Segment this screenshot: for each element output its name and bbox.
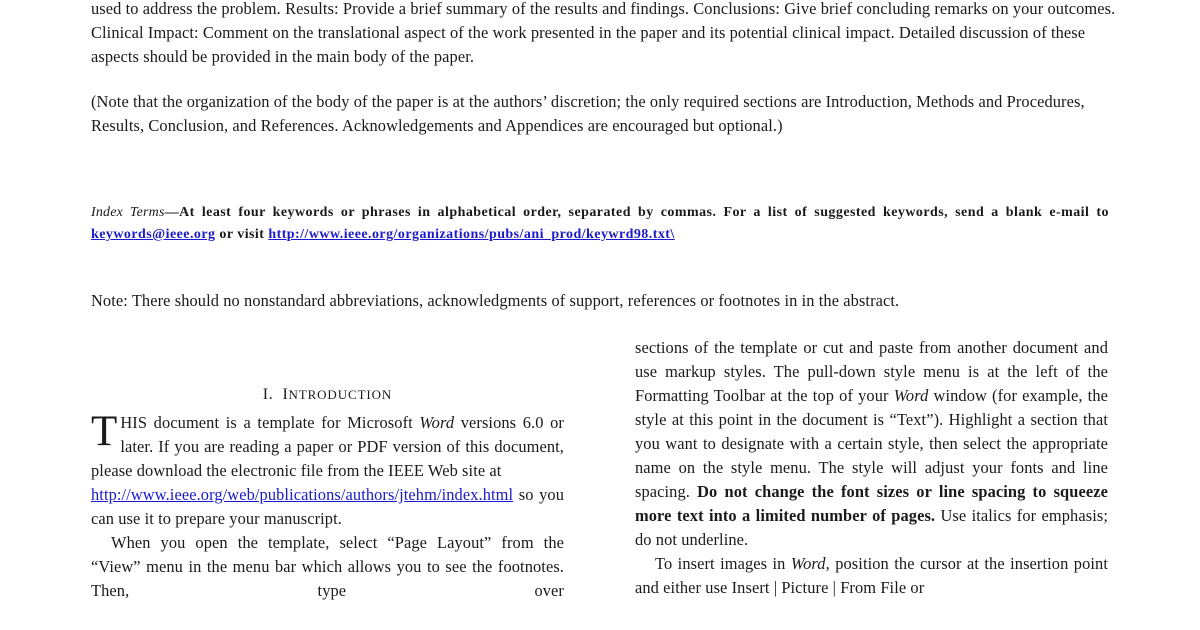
right-p2-b: position the cursor at the insertion point and either use Insert | Picture | From File or	[635, 554, 1108, 597]
template-url-link[interactable]: http://www.ieee.org/web/publications/authors/jtehm/index.html	[91, 485, 514, 504]
right-paragraph-2	[635, 552, 1108, 600]
index-terms	[91, 202, 1109, 246]
right-p2-a: To insert images in	[655, 554, 791, 573]
dropcap-letter: T	[91, 408, 118, 455]
index-terms-label: Index Terms	[91, 205, 165, 220]
right-p1-word: Word	[893, 386, 929, 405]
abstract-note: Note: There should no nonstandard abbreviations, acknowledgments of support, references or footnotes in in the abstract.	[91, 291, 900, 310]
right-column	[635, 336, 1108, 600]
right-p1-b: window (for example, the style at this point in the document is “Text”). Highlight a section that you want to designate with a certain style, then select the appropriate name on the style menu. The style will adjust your fonts and line spacing.	[635, 386, 1108, 501]
right-p2-word: Word,	[790, 554, 830, 573]
abstract-continuation: used to address the problem. Results: Provide a brief summary of the results and findings. Conclusions: Give brief concluding remarks on your outcomes. Clinical Impact: Comment on the translational aspect of the work presented in the paper and its potential clinical impact. Detailed discussion of these aspects should be provided in the main body of the paper.	[91, 0, 1116, 66]
keywords-url-link[interactable]: http://www.ieee.org/organizations/pubs/ani_prod/keywrd98.txt\	[268, 227, 675, 242]
section-title-initial: I	[282, 386, 289, 403]
keywords-email-link[interactable]: keywords@ieee.org	[91, 227, 216, 242]
intro-p1-end: so you can use it to prepare your manuscript.	[91, 485, 564, 528]
intro-p1-word: Word	[419, 413, 455, 432]
intro-paragraph-2: When you open the template, select “Page Layout” from the “View” menu in the menu bar which allows you to see the footnotes. Then, type over	[91, 533, 564, 600]
section-number: I.	[262, 386, 274, 403]
left-column	[91, 383, 564, 603]
index-terms-text: —At least four keywords or phrases in alphabetical order, separated by commas. For a list of suggested keywords, send a blank e-mail to	[164, 205, 1109, 220]
introduction-heading	[91, 383, 564, 407]
right-p1-a: sections of the template or cut and paste from another document and use markup styles. The pull-down style menu is at the left of the Formatting Toolbar at the top of your	[635, 338, 1108, 405]
right-p1-c: Use italics for emphasis; do not underline.	[635, 506, 1108, 549]
section-title-rest: NTRODUCTION	[288, 387, 393, 402]
right-paragraph-1	[635, 336, 1108, 552]
organization-note: (Note that the organization of the body of the paper is at the authors’ discretion; the only required sections are Introduction, Methods and Procedures, Results, Conclusion, and References. Acknowledgements and Appendices are encouraged but optional.)	[91, 92, 1085, 135]
intro-p1-start: HIS document is a template for Microsoft	[120, 413, 420, 432]
index-terms-visit: or visit	[215, 227, 269, 242]
right-p1-bold: Do not change the font sizes or line spacing to squeeze more text into a limited number of pages.	[635, 482, 1108, 525]
intro-paragraph-1	[91, 408, 564, 531]
intro-p1-mid: versions 6.0 or later. If you are reading a paper or PDF version of this document, please download the electronic file from the IEEE Web site at	[91, 413, 564, 480]
